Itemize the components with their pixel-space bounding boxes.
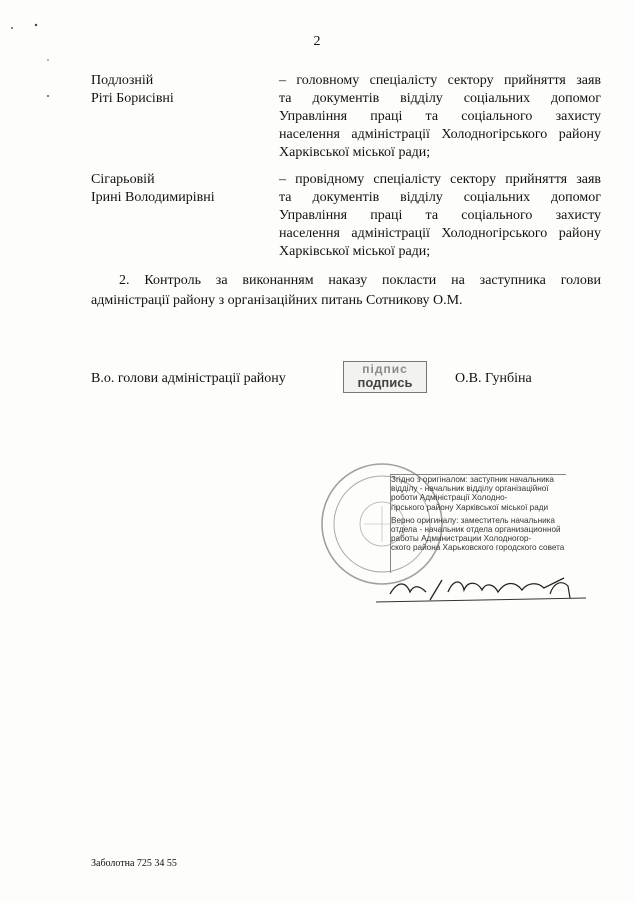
position-description — [279, 72, 601, 162]
footer-executor: Заболотна 725 34 55 — [91, 858, 177, 869]
desc-line: населення адміністрації Холодногірського району — [279, 127, 601, 142]
desc-line: та документів відділу соціальних допомог — [279, 91, 601, 106]
desc-line: Управління праці та соціального захисту — [279, 208, 601, 223]
name-line: Сігарьовій — [91, 172, 155, 187]
stamp-text-top: підпис — [362, 362, 408, 376]
desc-line: Харківської міської ради; — [279, 145, 431, 160]
name-line: Ірині Володимирівні — [91, 190, 215, 205]
cert-line: работы Администрации Холодногор- — [391, 534, 532, 544]
name-line: Подлозній — [91, 73, 154, 88]
cert-line: гірського району Харківської міської ради — [391, 502, 549, 512]
cert-line: Верно оригиналу: заместитель начальника — [391, 515, 555, 525]
clause-line: адміністрації району з організаційних питань Сотникову О.М. — [91, 293, 463, 308]
desc-line: – головному спеціалісту сектору прийняття заяв — [279, 73, 601, 88]
clause-line: 2. Контроль за виконанням наказу покласти на заступника голови — [119, 273, 601, 288]
signatory-title: В.о. голови адміністрації району — [91, 371, 286, 386]
desc-line: Харківської міської ради; — [279, 244, 431, 259]
cert-line: відділу - начальник відділу організаційної — [391, 484, 549, 494]
cert-line: отдела - начальник отдела организационной — [391, 525, 561, 535]
control-clause — [91, 271, 601, 311]
cert-line: роботи Адміністрації Холодно- — [391, 493, 508, 503]
cert-line: ского района Харьковского городского совета — [391, 543, 565, 553]
employee-name — [91, 72, 271, 108]
certification-block — [302, 462, 602, 622]
signature-stamp — [343, 361, 427, 393]
position-description — [279, 171, 601, 261]
desc-line: Управління праці та соціального захисту — [279, 109, 601, 124]
employee-name — [91, 171, 271, 207]
true-copy-certification — [390, 474, 566, 573]
cert-line: Згідно з оригіналом: заступник начальника — [391, 475, 554, 484]
desc-line: населення адміністрації Холодногірського району — [279, 226, 601, 241]
page-number: 2 — [313, 34, 321, 49]
name-line: Ріті Борисівні — [91, 91, 174, 106]
desc-line: – провідному спеціалісту сектору прийняття заяв — [279, 172, 601, 187]
stamp-text-bottom: подпись — [357, 375, 413, 390]
desc-line: та документів відділу соціальних допомог — [279, 190, 601, 205]
signatory-name: О.В. Гунбіна — [455, 371, 532, 386]
